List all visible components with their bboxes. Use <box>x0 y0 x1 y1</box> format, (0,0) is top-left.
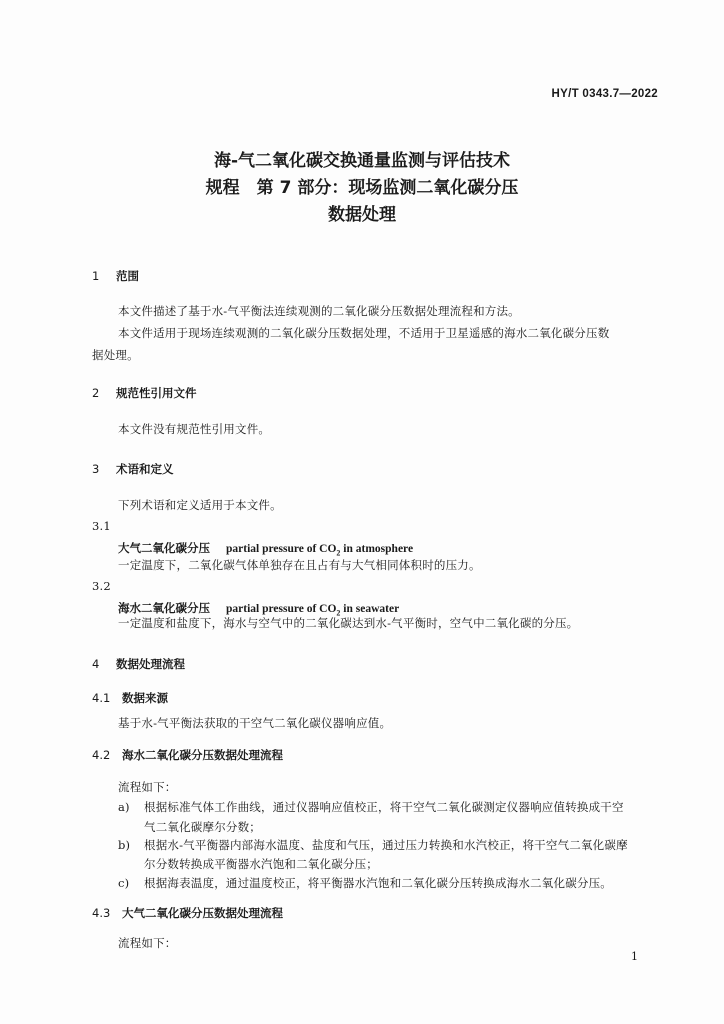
section-1-title: 范围 <box>116 269 139 283</box>
section-4-number: 4 <box>92 657 100 671</box>
section-4-3-heading <box>92 905 283 921</box>
list-item-a-line-1: a) 根据标准气体工作曲线，通过仪器响应值校正，将干空气二氧化碳测定仪器响应值转换成干空 <box>118 796 624 818</box>
section-4-3-number: 4.3 <box>92 906 111 920</box>
term-3-1-en: partial pressure of $CO_2$ in atmosphere <box>226 543 414 558</box>
section-4-heading <box>92 656 185 672</box>
title-line-3: 数据处理 <box>328 205 396 225</box>
section-4-title: 数据处理流程 <box>116 657 185 671</box>
section-4-3-title: 大气二氧化碳分压数据处理流程 <box>122 906 283 920</box>
section-4-2-title: 海水二氧化碳分压数据处理流程 <box>122 748 283 762</box>
section-1-para-2-line-1: 本文件适用于现场连续观测的二氧化碳分压数据处理，不适用于卫星遥感的海水二氧化碳分压数 <box>118 326 610 340</box>
list-item-a-line-2: 气二氧化碳摩尔分数； <box>144 820 261 834</box>
term-3-2-en: partial pressure of $CO_2$ in seawater <box>226 603 400 618</box>
term-3-1-definition: 一定温度下，二氧化碳气体单独存在且占有与大气相同体积时的压力。 <box>118 558 481 572</box>
section-2-title: 规范性引用文件 <box>116 386 197 400</box>
list-item-c-line-1: c) 根据海表温度，通过温度校正，将平衡器水汽饱和二氧化碳分压转换成海水二氧化碳分压。 <box>118 872 612 894</box>
term-3-1-number: 3.1 <box>92 519 111 533</box>
section-4-3-intro: 流程如下： <box>118 936 177 950</box>
title-line-1: 海-气二氧化碳交换通量监测与评估技术 <box>213 151 511 171</box>
section-4-1-title: 数据来源 <box>122 691 168 705</box>
section-2-number: 2 <box>92 386 100 400</box>
section-4-1-heading <box>92 690 168 706</box>
section-2-para: 本文件没有规范性引用文件。 <box>118 422 271 436</box>
page-number: 1 <box>631 950 638 963</box>
section-4-2-heading <box>92 747 283 763</box>
document-title <box>0 148 724 229</box>
section-2-heading <box>92 385 197 401</box>
list-item-b-line-2: 尔分数转换成平衡器水汽饱和二氧化碳分压； <box>144 857 378 871</box>
section-3-number: 3 <box>92 462 100 476</box>
term-3-2-definition: 一定温度和盐度下，海水与空气中的二氧化碳达到水-气平衡时，空气中二氧化碳的分压。 <box>118 616 579 630</box>
term-3-1-zh: 大气二氧化碳分压 <box>118 541 210 555</box>
section-3-heading <box>92 461 174 477</box>
term-3-2-number: 3.2 <box>92 579 111 593</box>
section-1-number: 1 <box>92 269 100 283</box>
list-item-c-label: c) <box>118 876 130 890</box>
section-4-2-intro: 流程如下： <box>118 780 177 794</box>
title-line-2: 规程 第 7 部分：现场监测二氧化碳分压 <box>205 178 519 198</box>
section-3-title: 术语和定义 <box>116 462 174 476</box>
section-1-para-1: 本文件描述了基于水-气平衡法连续观测的二氧化碳分压数据处理流程和方法。 <box>118 304 520 318</box>
section-1-heading <box>92 268 139 284</box>
list-item-a-label: a) <box>118 800 130 814</box>
section-4-1-number: 4.1 <box>92 691 111 705</box>
section-3-intro: 下列术语和定义适用于本文件。 <box>118 498 282 512</box>
standard-code: HY/T 0343.7—2022 <box>551 88 658 100</box>
list-item-b-label: b) <box>118 838 131 852</box>
section-4-1-para: 基于水-气平衡法获取的干空气二氧化碳仪器响应值。 <box>118 716 392 730</box>
list-item-b-line-1: b) 根据水-气平衡器内部海水温度、盐度和气压，通过压力转换和水汽校正，将干空气二氧化碳摩 <box>118 834 628 856</box>
term-3-2-zh: 海水二氧化碳分压 <box>118 601 210 615</box>
section-4-2-number: 4.2 <box>92 748 111 762</box>
section-1-para-2-line-2: 据处理。 <box>92 348 139 362</box>
